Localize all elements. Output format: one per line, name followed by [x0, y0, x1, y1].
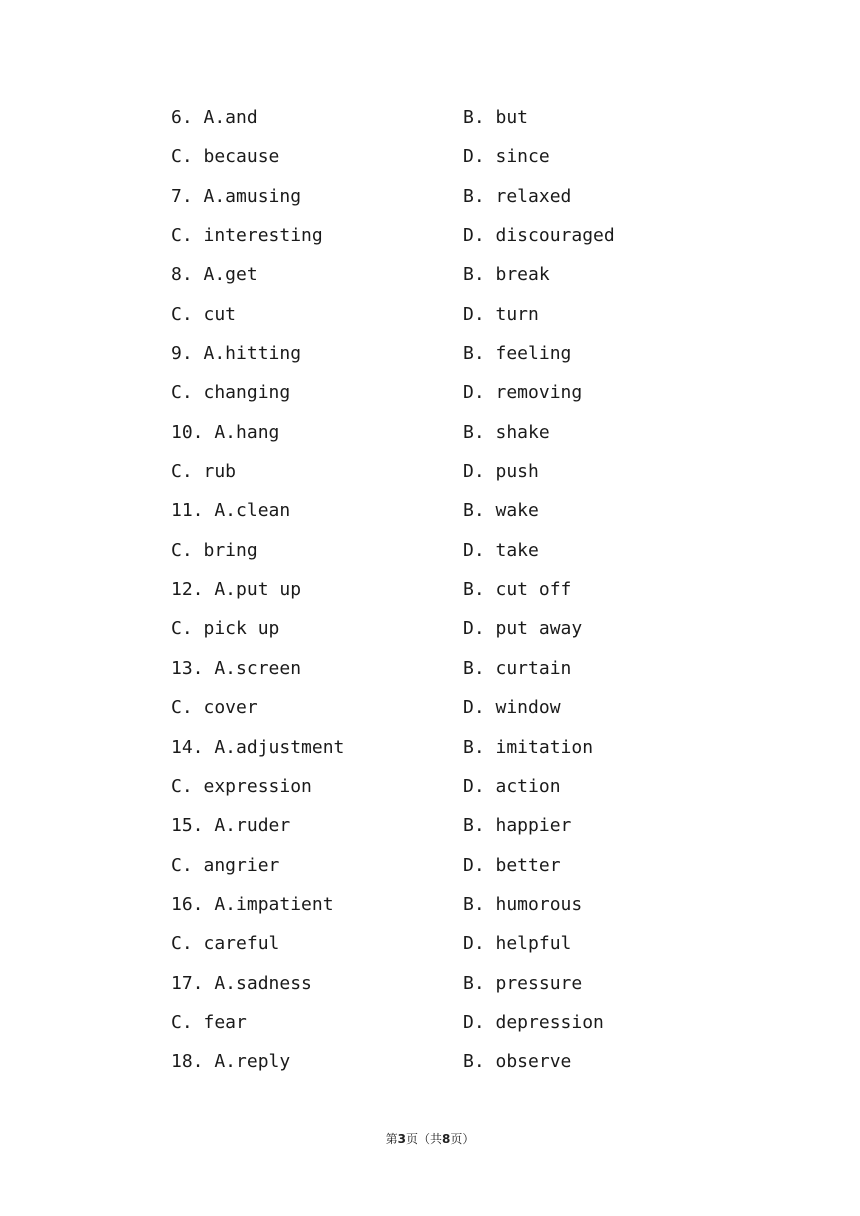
- option-row: [171, 1003, 691, 1042]
- option-left: C. cover: [171, 697, 258, 719]
- option-row: [171, 137, 691, 176]
- option-left: 16. A.impatient: [171, 893, 334, 915]
- option-right: B. feeling: [463, 343, 572, 365]
- option-left: C. expression: [171, 775, 312, 797]
- option-left: 10. A.hang: [171, 421, 280, 443]
- option-row: [171, 1042, 691, 1081]
- option-left: 12. A.put up: [171, 579, 302, 601]
- option-right: B. relaxed: [463, 185, 572, 207]
- option-left: 17. A.sadness: [171, 972, 312, 994]
- option-row: [171, 452, 691, 491]
- option-right: D. helpful: [463, 933, 572, 955]
- option-right: D. discouraged: [463, 225, 615, 247]
- option-row: [171, 334, 691, 373]
- footer-middle: 页（共: [405, 1132, 442, 1146]
- option-left: C. interesting: [171, 225, 323, 247]
- option-row: [171, 885, 691, 924]
- option-row: [171, 767, 691, 806]
- option-left: 8. A.get: [171, 264, 258, 286]
- option-row: [171, 964, 691, 1003]
- option-left: C. changing: [171, 382, 291, 404]
- option-left: C. rub: [171, 461, 237, 483]
- option-row: [171, 491, 691, 530]
- option-right: B. happier: [463, 815, 572, 837]
- footer-page-number: 3: [397, 1132, 406, 1146]
- option-right: B. humorous: [463, 893, 583, 915]
- option-left: C. cut: [171, 303, 237, 325]
- option-row: [171, 373, 691, 412]
- option-row: [171, 924, 691, 963]
- option-row: [171, 728, 691, 767]
- option-left: 18. A.reply: [171, 1051, 291, 1073]
- option-left: 9. A.hitting: [171, 343, 302, 365]
- option-right: D. put away: [463, 618, 583, 640]
- option-right: B. wake: [463, 500, 539, 522]
- option-left: 14. A.adjustment: [171, 736, 345, 758]
- option-left: 13. A.screen: [171, 657, 302, 679]
- option-left: C. because: [171, 146, 280, 168]
- option-right: D. take: [463, 539, 539, 561]
- option-right: D. removing: [463, 382, 583, 404]
- option-row: [171, 413, 691, 452]
- option-right: D. better: [463, 854, 561, 876]
- option-right: D. window: [463, 697, 561, 719]
- option-left: C. fear: [171, 1011, 247, 1033]
- option-left: 15. A.ruder: [171, 815, 291, 837]
- option-right: D. since: [463, 146, 550, 168]
- footer-prefix: 第: [385, 1132, 398, 1146]
- option-row: [171, 177, 691, 216]
- option-right: B. imitation: [463, 736, 594, 758]
- option-right: B. but: [463, 107, 529, 128]
- option-left: 11. A.clean: [171, 500, 291, 522]
- option-right: B. curtain: [463, 657, 572, 679]
- option-right: B. break: [463, 264, 550, 286]
- option-left: C. pick up: [171, 618, 280, 640]
- option-left: C. careful: [171, 933, 280, 955]
- option-row: [171, 649, 691, 688]
- option-right: D. action: [463, 775, 561, 797]
- option-right: B. observe: [463, 1051, 572, 1073]
- option-row: [171, 531, 691, 570]
- footer-suffix: 页）: [450, 1132, 475, 1146]
- option-right: D. depression: [463, 1011, 604, 1033]
- option-right: D. turn: [463, 303, 539, 325]
- option-right: B. cut off: [463, 579, 572, 601]
- option-row: [171, 255, 691, 294]
- option-row: [171, 295, 691, 334]
- option-right: B. shake: [463, 421, 550, 443]
- option-right: B. pressure: [463, 972, 583, 994]
- footer-total-pages: 8: [442, 1132, 451, 1146]
- option-left: C. bring: [171, 539, 258, 561]
- option-left: C. angrier: [171, 854, 280, 876]
- option-right: D. push: [463, 461, 539, 483]
- option-row: [171, 609, 691, 648]
- option-left: 6. A.and: [171, 107, 258, 128]
- option-row: [171, 806, 691, 845]
- page-footer: [0, 1130, 860, 1147]
- option-row: [171, 846, 691, 885]
- option-row: [171, 216, 691, 255]
- option-row: [171, 570, 691, 609]
- option-row: [171, 688, 691, 727]
- option-left: 7. A.amusing: [171, 185, 302, 207]
- answer-options-list: [171, 98, 691, 1082]
- option-row: [171, 98, 691, 137]
